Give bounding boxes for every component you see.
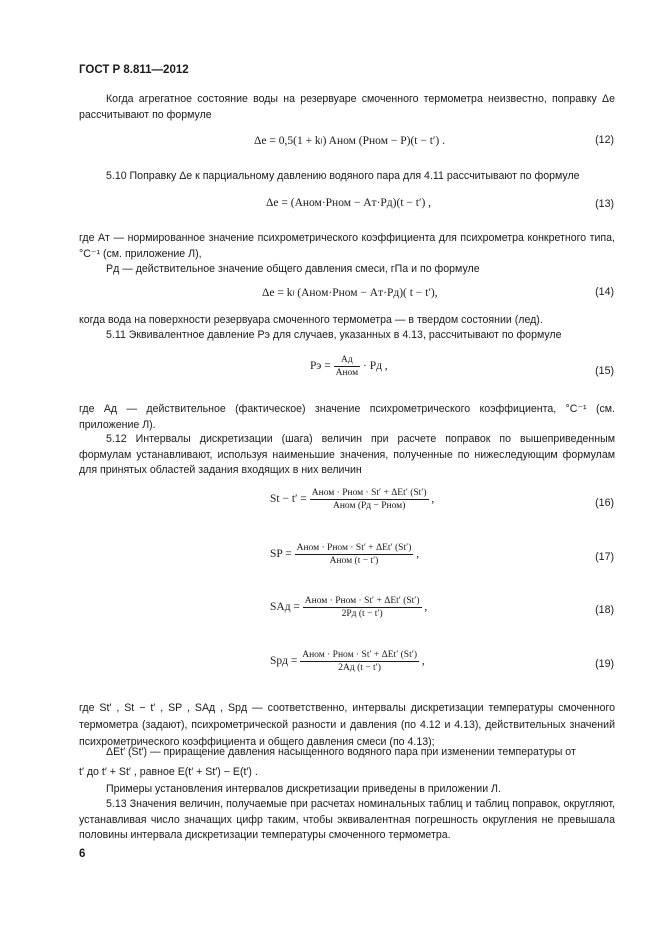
equation-19 xyxy=(270,650,425,673)
equation-number-15: (15) xyxy=(595,365,614,377)
paragraph-pd: Pд — действительное значение общего давления смеси, гПа и по формуле xyxy=(106,263,480,275)
equation-15-denominator: Aном xyxy=(335,368,359,378)
equation-17-numerator: Aном · Pном · St′ + ΔEt′ (St′) xyxy=(296,543,412,553)
paragraph-5-12: 5.12 Интервалы дискретизации (шага) величин при расчете поправок по вышеприведенным формулам устанавливают, используя наименьшие значения, полученные по нижеследующим формулам для принятых областей задания входящих в них величин xyxy=(79,433,615,476)
equation-number-12: (12) xyxy=(595,134,614,146)
equation-19-numerator: Aном · Pном · St′ + ΔEt′ (St′) xyxy=(302,650,417,660)
equation-19-rhs: , xyxy=(421,655,425,668)
equation-17-fraction xyxy=(295,543,414,566)
equation-18 xyxy=(270,596,427,619)
paragraph-where-at: где Aт — нормированное значение психрометрического коэффициента для психрометра конкретного типа, °С⁻¹ (см. приложение Л), xyxy=(79,232,615,260)
equation-number-14: (14) xyxy=(595,286,614,298)
paragraph-where-intervals: где St′ , St − t′ , SP , SAд , Spд — соответственно, интервалы дискретизации температуры смоченного термометра (задают), психрометрической разности и давления (по 4.12 и 4.13), действительных значений психрометрического коэффициента и общего давления смеси (по 4.13); xyxy=(79,702,615,748)
equation-17 xyxy=(270,543,419,566)
equation-18-numerator: Aном · Pном · St′ + ΔEt′ (St′) xyxy=(304,596,420,606)
equation-19-fraction xyxy=(300,650,419,673)
equation-19-denominator: 2Aд (t − t′) xyxy=(338,663,381,673)
paragraph-water-state: Когда агрегатное состояние воды на резервуаре смоченного термометра неизвестно, поправку Δe рассчитывают по формуле xyxy=(79,93,615,121)
equation-18-denominator: 2Pд (t − t′) xyxy=(341,609,383,619)
equation-16-rhs: , xyxy=(431,493,435,506)
equation-15-lhs: Pэ = xyxy=(310,360,331,373)
equation-15-numerator: Aд xyxy=(334,355,361,367)
equation-number-16: (16) xyxy=(595,497,614,509)
paragraph-5-11: 5.11 Эквивалентное давление Pэ для случаев, указанных в 4.13, рассчитывают по формуле xyxy=(106,329,562,341)
equation-18-rhs: , xyxy=(424,601,428,614)
equation-16-numerator: Aном · Pном · St′ + ΔEt′ (St′) xyxy=(311,488,427,498)
equation-number-19: (19) xyxy=(595,658,614,670)
equation-12: Δe = 0,5(1 + kₗ) Aном (Pном − P)(t − t′) . xyxy=(254,135,445,147)
equation-15-rhs: · Pд , xyxy=(362,360,388,373)
equation-16-denominator: Aном (Pд − Pном) xyxy=(332,501,406,511)
equation-16-lhs: St − t′ = xyxy=(270,493,307,506)
equation-number-13: (13) xyxy=(595,198,614,210)
paragraph-where-ad: где Aд — действительное (фактическое) значение психрометрического коэффициента, °С⁻¹ (см. приложение Л). xyxy=(79,403,615,431)
equation-14: Δe = kₗ (Aном·Pном − Aт·Pд)( t − t′), xyxy=(262,287,438,299)
paragraph-examples: Примеры установления интервалов дискретизации приведены в приложении Л. xyxy=(106,783,501,795)
equation-17-rhs: , xyxy=(416,548,420,561)
paragraph-5-10: 5.10 Поправку Δe к парциальному давлению водяного пара для 4.11 рассчитывают по формуле xyxy=(106,170,580,182)
equation-17-lhs: SP = xyxy=(270,548,292,561)
paragraph-5-13: 5.13 Значения величин, получаемые при расчетах номинальных таблиц и таблиц поправок, округляют, устанавливая число значащих цифр таким, чтобы эквивалентная погрешность округления не превышала половины интервала дискретизации температуры смоченного термометра. xyxy=(79,798,615,841)
equation-17-denominator: Aном (t − t′) xyxy=(329,556,379,566)
equation-18-fraction xyxy=(303,596,422,619)
equation-15-fraction xyxy=(334,355,361,378)
equation-13: Δe = (Aном·Pном − Aт·Pд)(t − t′) , xyxy=(266,197,432,209)
paragraph-delta-e-range: t′ до t′ + St′ , равное E(t′ + St′) − E(t′) . xyxy=(79,766,258,778)
document-header: ГОСТ Р 8.811—2012 xyxy=(79,64,189,76)
equation-19-lhs: Spд = xyxy=(270,655,298,668)
equation-15 xyxy=(310,355,388,378)
paragraph-delta-e: ΔEt′ (St′) — приращение давления насыщенного водяного пара при изменении температуры от xyxy=(106,746,576,758)
equation-18-lhs: SAд = xyxy=(270,601,300,614)
equation-number-18: (18) xyxy=(595,604,614,616)
page-number: 6 xyxy=(79,848,86,860)
equation-number-17: (17) xyxy=(595,551,614,563)
equation-16-fraction xyxy=(310,488,429,511)
paragraph-ice: когда вода на поверхности резервуара смоченного термометра — в твердом состоянии (лед). xyxy=(79,314,543,326)
equation-16 xyxy=(270,488,434,511)
